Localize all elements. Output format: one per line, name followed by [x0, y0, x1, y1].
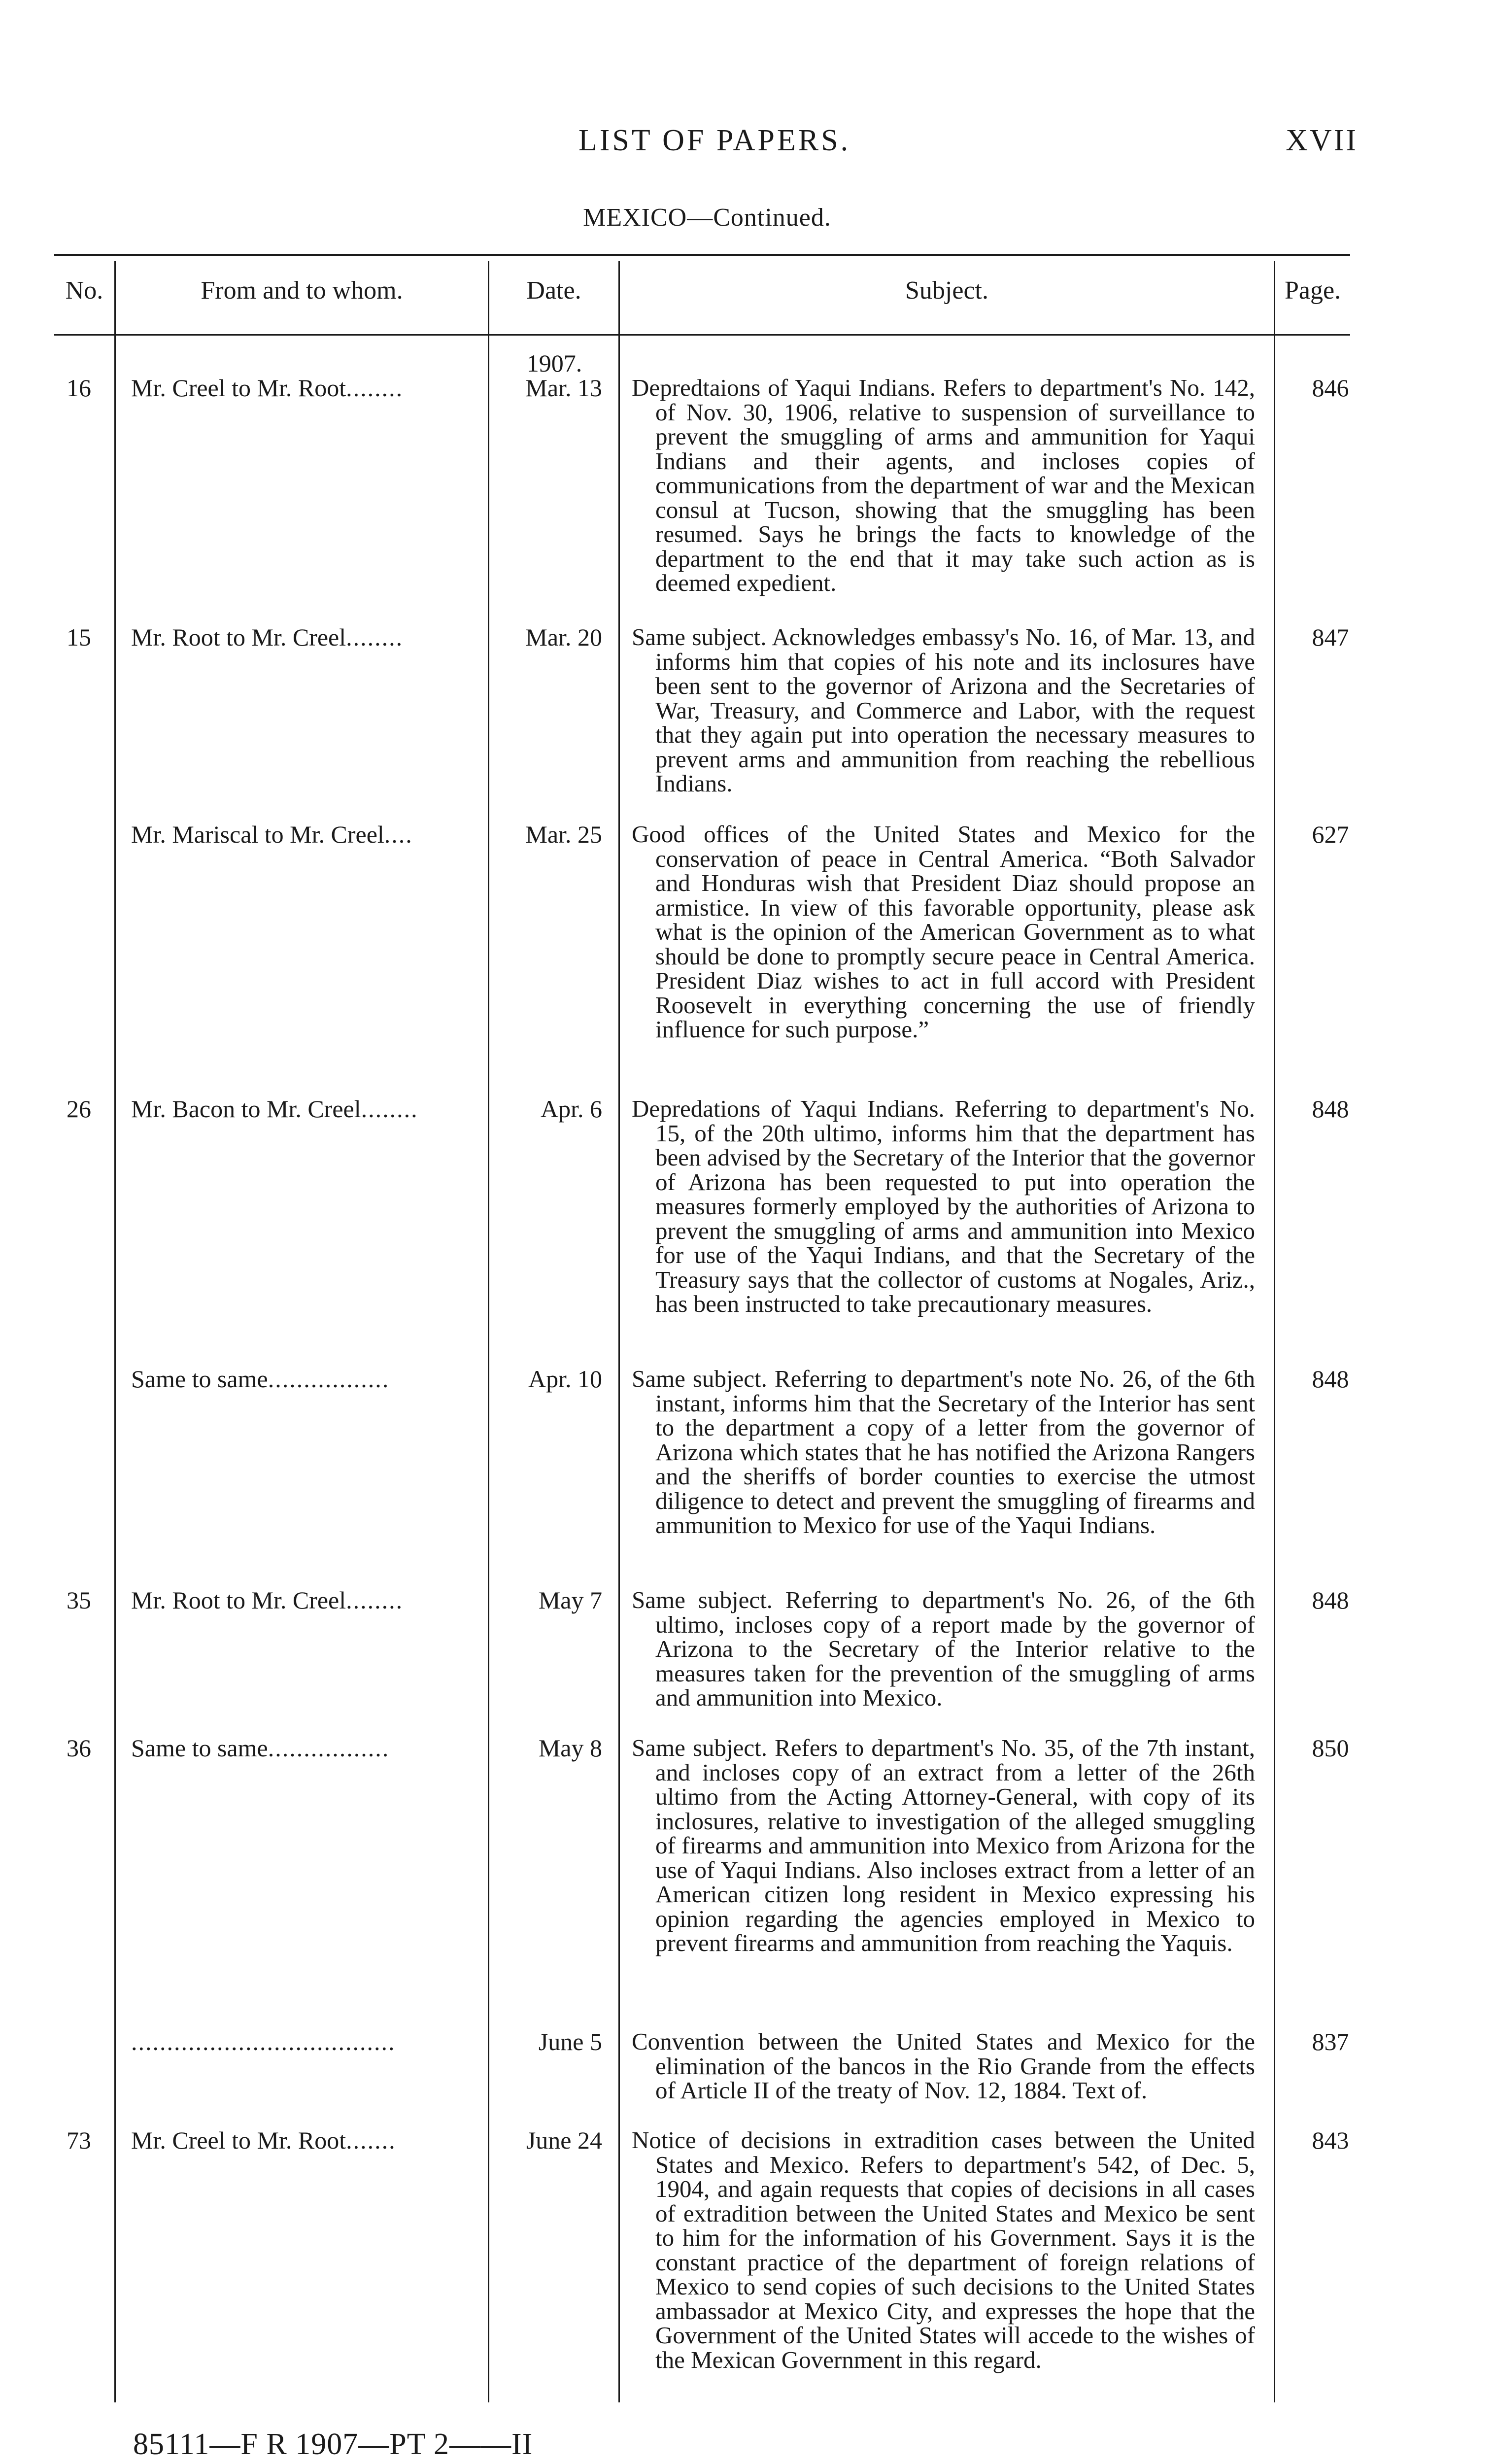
row-subject: Convention between the United States and Mexico for the elimination of the bancos in the Rio Grande from the effects of Article II of the treaty of Nov. 12, 1884. Text of. [632, 2028, 1255, 2104]
column-divider [114, 261, 116, 2402]
row-number: 16 [67, 374, 91, 402]
header-bottom-rule [54, 334, 1350, 336]
row-from-text: Mr. Bacon to Mr. Creel [131, 1096, 361, 1121]
row-page: 843 [1312, 2126, 1349, 2154]
row-from: Same to same................. [131, 1367, 483, 1391]
column-header-subject: Subject. [905, 276, 988, 305]
row-from-text: Mr. Root to Mr. Creel [131, 625, 346, 650]
row-subject: Good offices of the United States and Mexico for the conservation of peace in Central America. “Both Salvador and Honduras wish that President Diaz should propose an armistice. In view of this favorable opportunity, please ask what is the opinion of the American Government as to what should be done to promptly secure peace in Central America. President Diaz wishes to act in full accord with President Roosevelt in everything concerning the use of friendly influence for such purpose.” [632, 821, 1255, 1043]
row-date: Apr. 10 [528, 1365, 602, 1393]
row-date: May 7 [538, 1586, 602, 1614]
row-date: May 8 [538, 1734, 602, 1762]
column-divider [1274, 261, 1275, 2402]
row-subject: Same subject. Refers to department's No. 35, of the 7th instant, and incloses copy of an extract from a letter of the 26th ultimo from the Acting Attorney-General, with copy of its inclosures, relative to investigation of the alleged smuggling of firearms and ammunition into Mexico from Arizona for the use of Yaqui Indians. Also incloses extract from a letter of an American citizen long resident in Mexico expressing his opinion regarding the agencies employed in Mexico to prevent firearms and ammunition from reaching the Yaquis. [632, 1734, 1255, 1956]
row-subject: Same subject. Referring to department's note No. 26, of the 6th instant, informs him that the Secretary of the Interior has sent to the department a copy of a letter from the governor of Arizona which states that he has notified the Arizona Rangers and the sheriffs of border counties to exercise the utmost diligence to detect and prevent the smuggling of firearms and ammunition to Mexico for use of the Yaqui Indians. [632, 1365, 1255, 1539]
row-subject: Depredtaions of Yaqui Indians. Refers to department's No. 142, of Nov. 30, 1906, relative to suspension of surveillance to prevent the smuggling of arms and ammunition for Yaqui Indians and their agents, and incloses copies of communications from the department of war and the Mexican consul at Tucson, showing that the smuggling has been resumed. Says he brings the facts to knowledge of the department to the end that it may take such action as is deemed expedient. [632, 374, 1255, 596]
column-divider [488, 261, 489, 2402]
row-from: Mr. Creel to Mr. Root........ [131, 376, 483, 400]
page-number: XVII [1286, 124, 1358, 157]
row-number: 35 [67, 1586, 91, 1614]
column-header-from: From and to whom. [201, 276, 403, 305]
row-page: 848 [1312, 1095, 1349, 1123]
section-title: MEXICO—Continued. [583, 204, 831, 232]
table-top-rule [54, 254, 1350, 256]
row-from: Mr. Root to Mr. Creel........ [131, 1588, 483, 1612]
row-from: Mr. Mariscal to Mr. Creel.... [131, 822, 483, 847]
column-divider [618, 261, 620, 2402]
row-subject: Notice of decisions in extradition cases between the United States and Mexico. Refers to department's 542, of Dec. 5, 1904, and again requests that copies of decisions in all cases of extradition between the United States and Mexico be sent to him for the information of his Government. Says it is the constant practice of the department of foreign relations of Mexico to send copies of such decisions to the United States ambassador at Mexico City, and expresses the hope that the Government of the United States will accede to the wishes of the Mexican Government in this regard. [632, 2126, 1255, 2373]
row-from: Mr. Bacon to Mr. Creel........ [131, 1096, 483, 1121]
row-page: 846 [1312, 374, 1349, 402]
row-number: 26 [67, 1095, 91, 1123]
footer-signature: 85111—F R 1907—PT 2——II [133, 2428, 533, 2461]
row-date: June 5 [538, 2028, 602, 2055]
row-date: Apr. 6 [541, 1095, 602, 1123]
row-from-text: Mr. Creel to Mr. Root [131, 376, 346, 400]
row-date: Mar. 13 [525, 374, 602, 402]
row-date: Mar. 25 [525, 821, 602, 848]
row-subject: Depredations of Yaqui Indians. Referring to department's No. 15, of the 20th ultimo, informs him that the department has been advised by the Secretary of the Interior that the governor of Arizona has been requested to put into operation the measures formerly employed by the authorities of Arizona to prevent the smuggling of arms and ammunition into Mexico for use of the Yaqui Indians, and that the Secretary of the Treasury says that the collector of customs at Nogales, Ariz., has been instructed to take precautionary measures. [632, 1095, 1255, 1317]
year-label: 1907. [526, 349, 582, 377]
row-from: Mr. Creel to Mr. Root....... [131, 2128, 483, 2153]
column-header-page: Page. [1284, 276, 1341, 305]
column-header-no: No. [65, 276, 103, 305]
row-from-text: Same to same [131, 1367, 268, 1391]
row-date: June 24 [526, 2126, 602, 2154]
row-page: 848 [1312, 1365, 1349, 1393]
row-from: Mr. Root to Mr. Creel........ [131, 625, 483, 650]
row-number: 73 [67, 2126, 91, 2154]
row-from-text: Mr. Mariscal to Mr. Creel [131, 822, 384, 847]
row-page: 850 [1312, 1734, 1349, 1762]
row-subject: Same subject. Referring to department's No. 26, of the 6th ultimo, incloses copy of a report made by the governor of Arizona to the Secretary of the Interior relative to the measures taken for the prevention of the smuggling of arms and ammunition into Mexico. [632, 1586, 1255, 1711]
row-page: 627 [1312, 821, 1349, 848]
row-page: 848 [1312, 1586, 1349, 1614]
row-from-text: Mr. Creel to Mr. Root [131, 2128, 346, 2153]
row-number: 36 [67, 1734, 91, 1762]
row-number: 15 [67, 623, 91, 651]
row-subject: Same subject. Acknowledges embassy's No. 16, of Mar. 13, and informs him that copies of his note and its inclosures have been sent to the governor of Arizona and the Secretaries of War, Treasury, and Commerce and Labor, with the request that they again put into operation the necessary measures to prevent arms and ammunition from reaching the rebellious Indians. [632, 623, 1255, 797]
row-from-text: Mr. Root to Mr. Creel [131, 1588, 346, 1612]
page-title: LIST OF PAPERS. [578, 124, 851, 157]
row-from: ..................................... [131, 2029, 396, 2054]
row-date: Mar. 20 [525, 623, 602, 651]
row-from-text: Same to same [131, 1736, 268, 1760]
row-from: Same to same................. [131, 1736, 483, 1760]
row-page: 847 [1312, 623, 1349, 651]
row-page: 837 [1312, 2028, 1349, 2055]
column-header-date: Date. [526, 276, 581, 305]
